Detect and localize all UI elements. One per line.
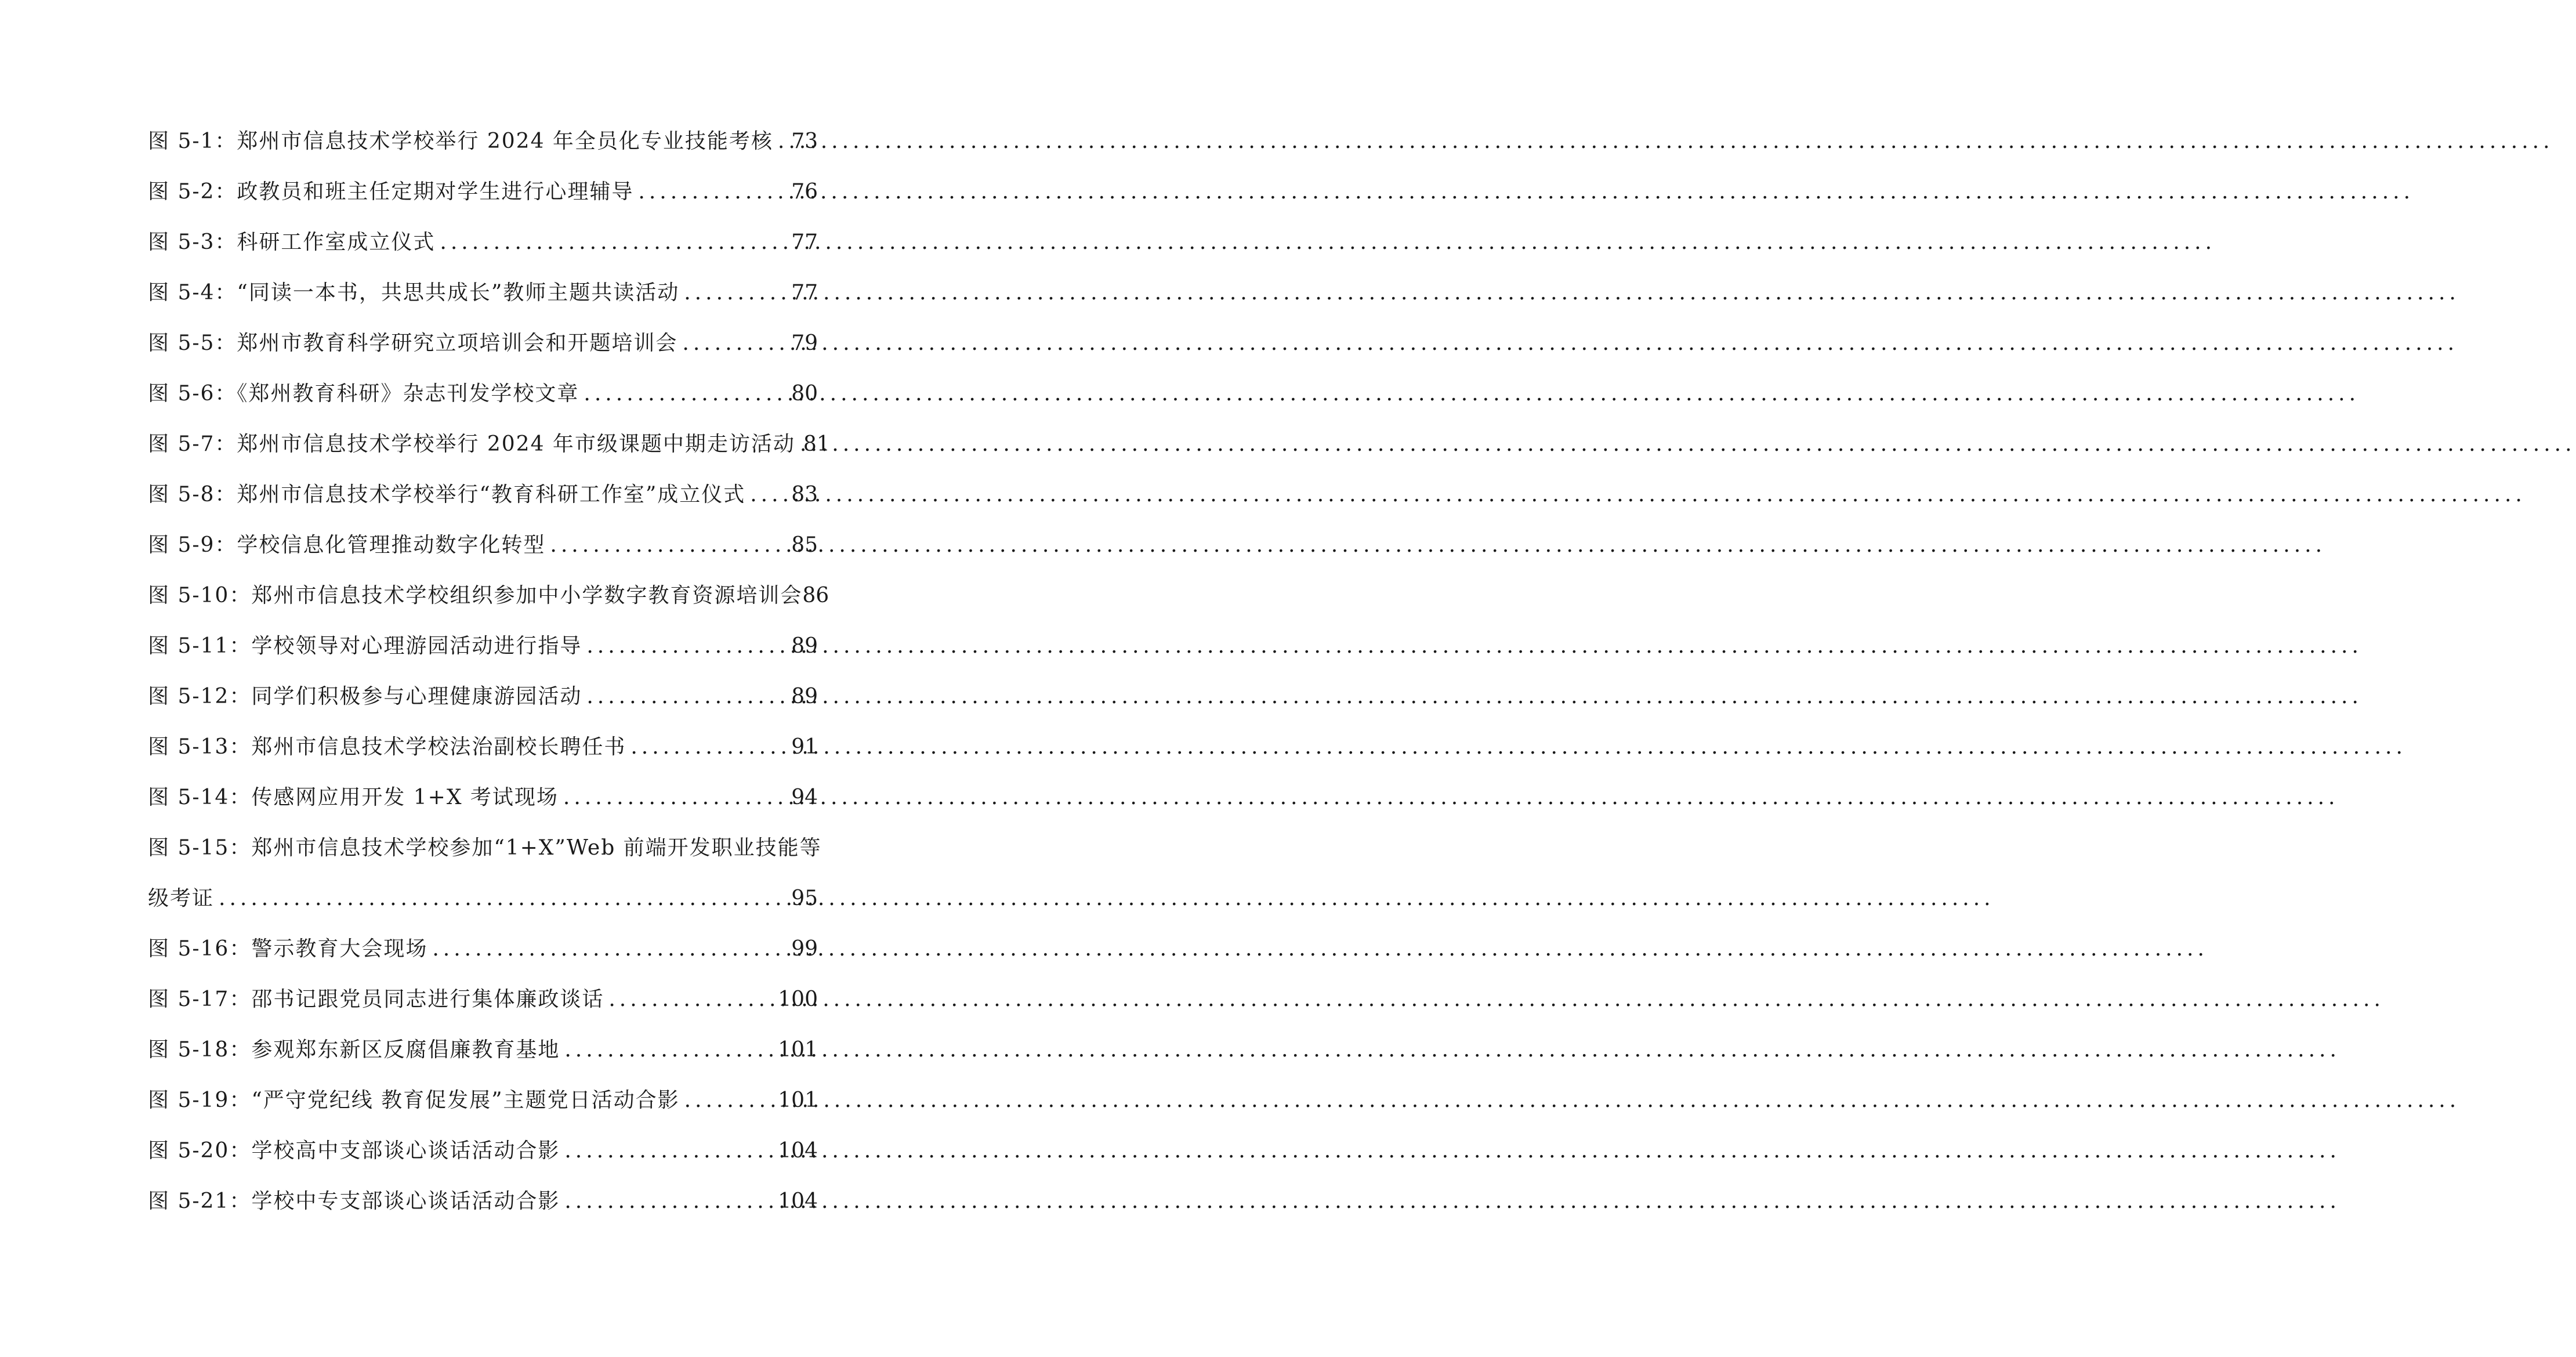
toc-entry-title: 图 5-9：学校信息化管理推动数字化转型 <box>148 533 546 557</box>
toc-entry-title: 图 5-5：郑州市教育科学研究立项培训会和开题培训会 <box>148 331 678 355</box>
toc-entry[interactable] <box>148 526 818 577</box>
toc-entry-title: 图 5-4：“同读一本书，共思共成长”教师主题共读活动 <box>148 281 680 305</box>
dot-leader <box>584 375 788 413</box>
dot-leader <box>682 324 788 363</box>
toc-entry[interactable] <box>148 274 818 324</box>
toc-entry[interactable] <box>148 1182 818 1233</box>
toc-entry-title: 图 5-18：参观郑东新区反腐倡廉教育基地 <box>148 1038 560 1062</box>
toc-entry-title: 图 5-2：政教员和班主任定期对学生进行心理辅导 <box>148 180 634 204</box>
dot-leader <box>586 627 788 665</box>
toc-entry-page: 85 <box>791 533 818 557</box>
toc-entry[interactable] <box>148 779 818 829</box>
toc-entry-page: 101 <box>778 1038 818 1062</box>
dot-leader <box>440 223 788 262</box>
toc-entry[interactable] <box>148 375 818 425</box>
toc-entry-page: 81 <box>803 432 830 456</box>
dot-leader <box>550 526 788 564</box>
toc-entry-page: 95 <box>791 886 818 910</box>
toc-entry-title: 图 5-7：郑州市信息技术学校举行 2024 年市级课题中期走访活动 <box>148 432 795 456</box>
toc-entry-title: 图 5-11：学校领导对心理游园活动进行指导 <box>148 634 582 658</box>
toc-entry[interactable] <box>148 930 818 980</box>
toc-entry-title: 图 5-14：传感网应用开发 1+X 考试现场 <box>148 786 559 809</box>
toc-entry[interactable] <box>148 476 818 526</box>
toc-entry-page: 99 <box>791 937 818 961</box>
toc-entry-page: 73 <box>791 129 818 153</box>
dot-leader <box>564 1031 774 1069</box>
toc-entry[interactable] <box>148 1132 818 1182</box>
dot-leader <box>563 779 788 817</box>
list-of-figures <box>148 122 830 1233</box>
toc-entry[interactable] <box>148 173 818 223</box>
dot-leader <box>778 122 788 161</box>
toc-entry-page: 104 <box>778 1189 818 1213</box>
toc-entry[interactable] <box>148 122 818 173</box>
toc-entry[interactable] <box>148 678 818 728</box>
toc-entry-page: 89 <box>791 634 818 658</box>
dot-leader <box>750 476 788 514</box>
toc-entry-title: 图 5-10：郑州市信息技术学校组织参加中小学数字教育资源培训会 <box>148 584 803 607</box>
toc-entry-title: 图 5-21：学校中专支部谈心谈话活动合影 <box>148 1189 560 1213</box>
dot-leader <box>564 1132 774 1170</box>
toc-entry-page: 77 <box>791 281 818 305</box>
dot-leader <box>219 880 788 918</box>
dot-leader <box>564 1182 774 1221</box>
toc-entry[interactable] <box>148 1031 818 1081</box>
toc-entry-title: 图 5-15：郑州市信息技术学校参加“1+X”Web 前端开发职业技能等 <box>148 836 822 860</box>
toc-entry-page: 100 <box>778 987 818 1011</box>
toc-entry-title: 图 5-8：郑州市信息技术学校举行“教育科研工作室”成立仪式 <box>148 483 746 506</box>
toc-entry-page: 83 <box>791 483 818 506</box>
toc-entry[interactable] <box>148 980 818 1031</box>
toc-entry-title: 图 5-1：郑州市信息技术学校举行 2024 年全员化专业技能考核 <box>148 129 773 153</box>
toc-entry[interactable] <box>148 425 830 476</box>
toc-entry-page: 94 <box>791 786 818 809</box>
toc-entry-page: 80 <box>791 382 818 406</box>
toc-entry-title: 图 5-16：警示教育大会现场 <box>148 937 428 961</box>
toc-entry-page: 104 <box>778 1139 818 1163</box>
toc-entry[interactable] <box>148 728 818 779</box>
toc-entry-page: 79 <box>791 331 818 355</box>
toc-entry-title: 图 5-17：邵书记跟党员同志进行集体廉政谈话 <box>148 987 604 1011</box>
toc-entry-title: 图 5-12：同学们积极参与心理健康游园活动 <box>148 685 582 708</box>
toc-entry-page: 91 <box>791 735 818 759</box>
toc-entry-title: 图 5-3：科研工作室成立仪式 <box>148 230 436 254</box>
toc-entry-title: 图 5-13：郑州市信息技术学校法治副校长聘任书 <box>148 735 626 759</box>
dot-leader <box>684 274 788 312</box>
dot-leader <box>586 678 788 716</box>
toc-entry-continuation <box>148 880 818 930</box>
toc-entry[interactable] <box>148 223 818 274</box>
toc-entry-page: 77 <box>791 230 818 254</box>
dot-leader <box>684 1081 775 1120</box>
toc-entry-title: 图 5-6：《郑州教育科研》杂志刊发学校文章 <box>148 382 579 406</box>
toc-entry[interactable] <box>148 324 818 375</box>
dot-leader <box>608 980 774 1019</box>
toc-entry-title: 图 5-20：学校高中支部谈心谈话活动合影 <box>148 1139 560 1163</box>
toc-entry-wrapped <box>148 829 822 930</box>
toc-entry-page: 86 <box>802 584 829 607</box>
dot-leader <box>638 173 788 211</box>
toc-entry-page: 89 <box>791 685 818 708</box>
toc-entry[interactable] <box>148 627 818 678</box>
dot-leader <box>631 728 788 766</box>
toc-entry-title: 图 5-19：“严守党纪线 教育促发展”主题党日活动合影 <box>148 1088 680 1112</box>
toc-entry[interactable] <box>148 577 829 627</box>
toc-entry-page: 76 <box>791 180 818 204</box>
toc-entry-title-continued: 级考证 <box>148 886 215 910</box>
dot-leader <box>432 930 788 968</box>
toc-entry[interactable] <box>148 1081 818 1132</box>
toc-entry[interactable] <box>148 829 822 930</box>
toc-entry-page: 101 <box>778 1088 818 1112</box>
